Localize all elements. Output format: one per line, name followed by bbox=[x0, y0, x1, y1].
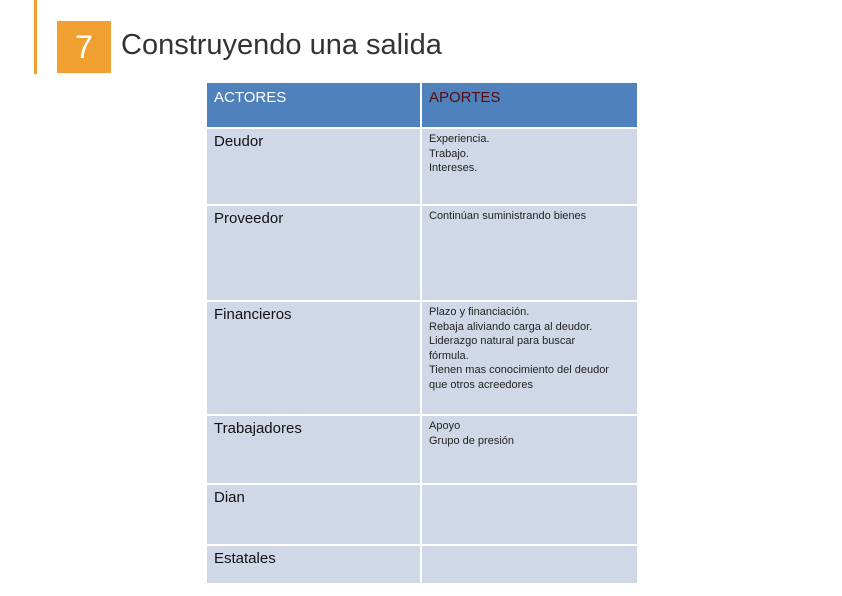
accent-bar bbox=[34, 0, 37, 74]
aporte-line: que otros acreedores bbox=[429, 378, 533, 391]
table-header-row bbox=[206, 82, 638, 128]
header-actores: ACTORES bbox=[206, 82, 421, 128]
slide-title: Construyendo una salida bbox=[121, 29, 442, 61]
aporte-line: Liderazgo natural para buscar bbox=[429, 335, 576, 347]
aportes-cell bbox=[421, 205, 638, 301]
actor-cell: Estatales bbox=[206, 545, 421, 584]
aporte-line: Continúan suministrando bienes bbox=[429, 210, 587, 222]
actor-cell: Deudor bbox=[206, 128, 421, 205]
aporte-line: Trabajo. bbox=[429, 147, 469, 160]
slide-number: 7 bbox=[57, 21, 111, 73]
aportes-cell bbox=[421, 128, 638, 205]
actor-cell: Dian bbox=[206, 484, 421, 545]
actor-cell: Trabajadores bbox=[206, 415, 421, 484]
aporte-line: fórmula. bbox=[429, 349, 469, 362]
table-row bbox=[206, 415, 638, 484]
aporte-line: Rebaja aliviando carga al deudor. bbox=[429, 320, 593, 333]
aportes-cell bbox=[421, 484, 638, 545]
aporte-line: Grupo de presión bbox=[429, 434, 514, 447]
aporte-line: Tienen mas conocimiento del deudor bbox=[429, 364, 609, 376]
aporte-line: Apoyo bbox=[429, 420, 461, 432]
table-row bbox=[206, 545, 638, 584]
table-row bbox=[206, 128, 638, 205]
header-aportes: APORTES bbox=[421, 82, 638, 128]
actors-table bbox=[205, 81, 639, 585]
aporte-line: Plazo y financiación. bbox=[429, 306, 530, 318]
actor-cell: Proveedor bbox=[206, 205, 421, 301]
table-row bbox=[206, 205, 638, 301]
aporte-line: Experiencia. bbox=[429, 133, 490, 145]
aportes-cell bbox=[421, 545, 638, 584]
aportes-cell bbox=[421, 301, 638, 415]
table-row bbox=[206, 484, 638, 545]
actor-cell: Financieros bbox=[206, 301, 421, 415]
aportes-cell bbox=[421, 415, 638, 484]
table-row bbox=[206, 301, 638, 415]
aporte-line: Intereses. bbox=[429, 162, 478, 174]
